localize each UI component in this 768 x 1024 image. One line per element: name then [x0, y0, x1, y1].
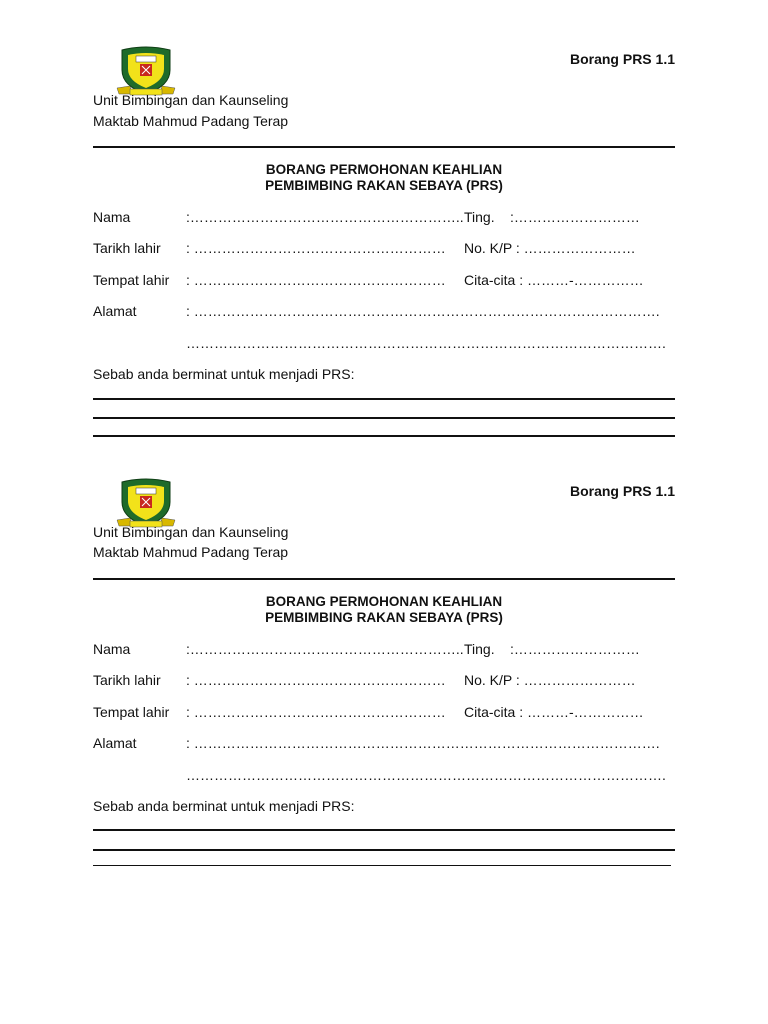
- nama-label: Nama: [93, 209, 131, 225]
- alamat-field-line1[interactable]: : ……………………………………………………………………………………….: [186, 735, 660, 751]
- reason-line-2[interactable]: [93, 417, 675, 419]
- org-unit: Unit Bimbingan dan Kaunseling: [93, 524, 289, 540]
- tarikh-lahir-field[interactable]: : ………………………………………………: [186, 672, 446, 688]
- header-divider: [93, 578, 675, 580]
- no-kp-field[interactable]: No. K/P : ……………………: [464, 240, 636, 256]
- ting-label: Ting.: [464, 641, 495, 657]
- org-school: Maktab Mahmud Padang Terap: [93, 113, 289, 129]
- form-title-line1: BORANG PERMOHONAN KEAHLIAN: [265, 162, 503, 177]
- tempat-lahir-field[interactable]: : ………………………………………………: [186, 272, 446, 288]
- reason-line-3[interactable]: [93, 865, 671, 866]
- ting-label: Ting.: [464, 209, 495, 225]
- reason-line-2[interactable]: [93, 849, 675, 851]
- org-unit: Unit Bimbingan dan Kaunseling: [93, 92, 289, 108]
- form-title-line2: PEMBIMBING RAKAN SEBAYA (PRS): [265, 610, 503, 625]
- school-crest-icon: [116, 478, 176, 530]
- reason-prompt: Sebab anda berminat untuk menjadi PRS:: [93, 798, 355, 814]
- form-title-line2: PEMBIMBING RAKAN SEBAYA (PRS): [265, 178, 503, 193]
- ting-field[interactable]: :………………………: [510, 641, 640, 657]
- header-divider: [93, 146, 675, 148]
- form-code: Borang PRS 1.1: [569, 483, 675, 499]
- reason-line-1[interactable]: [93, 829, 675, 831]
- tarikh-lahir-label: Tarikh lahir: [93, 240, 161, 256]
- alamat-field-line2[interactable]: ………………………………………………………………………………………….: [186, 335, 666, 351]
- reason-prompt: Sebab anda berminat untuk menjadi PRS:: [93, 366, 355, 382]
- nama-field[interactable]: :…………………………………………………..: [186, 209, 464, 225]
- cita-cita-field[interactable]: Cita-cita : ………-……………: [464, 272, 644, 288]
- application-form-2: [0, 432, 768, 864]
- alamat-field-line2[interactable]: ………………………………………………………………………………………….: [186, 767, 666, 783]
- school-crest-icon: [116, 46, 176, 98]
- form-code: Borang PRS 1.1: [569, 51, 675, 67]
- cita-cita-field[interactable]: Cita-cita : ………-……………: [464, 704, 644, 720]
- application-form-1: [0, 0, 768, 432]
- form-title-line1: BORANG PERMOHONAN KEAHLIAN: [265, 594, 503, 609]
- tarikh-lahir-label: Tarikh lahir: [93, 672, 161, 688]
- alamat-label: Alamat: [93, 303, 137, 319]
- nama-field[interactable]: :…………………………………………………..: [186, 641, 464, 657]
- org-school: Maktab Mahmud Padang Terap: [93, 544, 289, 560]
- alamat-label: Alamat: [93, 735, 137, 751]
- tempat-lahir-label: Tempat lahir: [93, 272, 170, 288]
- alamat-field-line1[interactable]: : ……………………………………………………………………………………….: [186, 303, 660, 319]
- tarikh-lahir-field[interactable]: : ………………………………………………: [186, 240, 446, 256]
- ting-field[interactable]: :………………………: [510, 209, 640, 225]
- tempat-lahir-label: Tempat lahir: [93, 704, 170, 720]
- nama-label: Nama: [93, 641, 131, 657]
- reason-line-1[interactable]: [93, 398, 675, 400]
- tempat-lahir-field[interactable]: : ………………………………………………: [186, 704, 446, 720]
- no-kp-field[interactable]: No. K/P : ……………………: [464, 672, 636, 688]
